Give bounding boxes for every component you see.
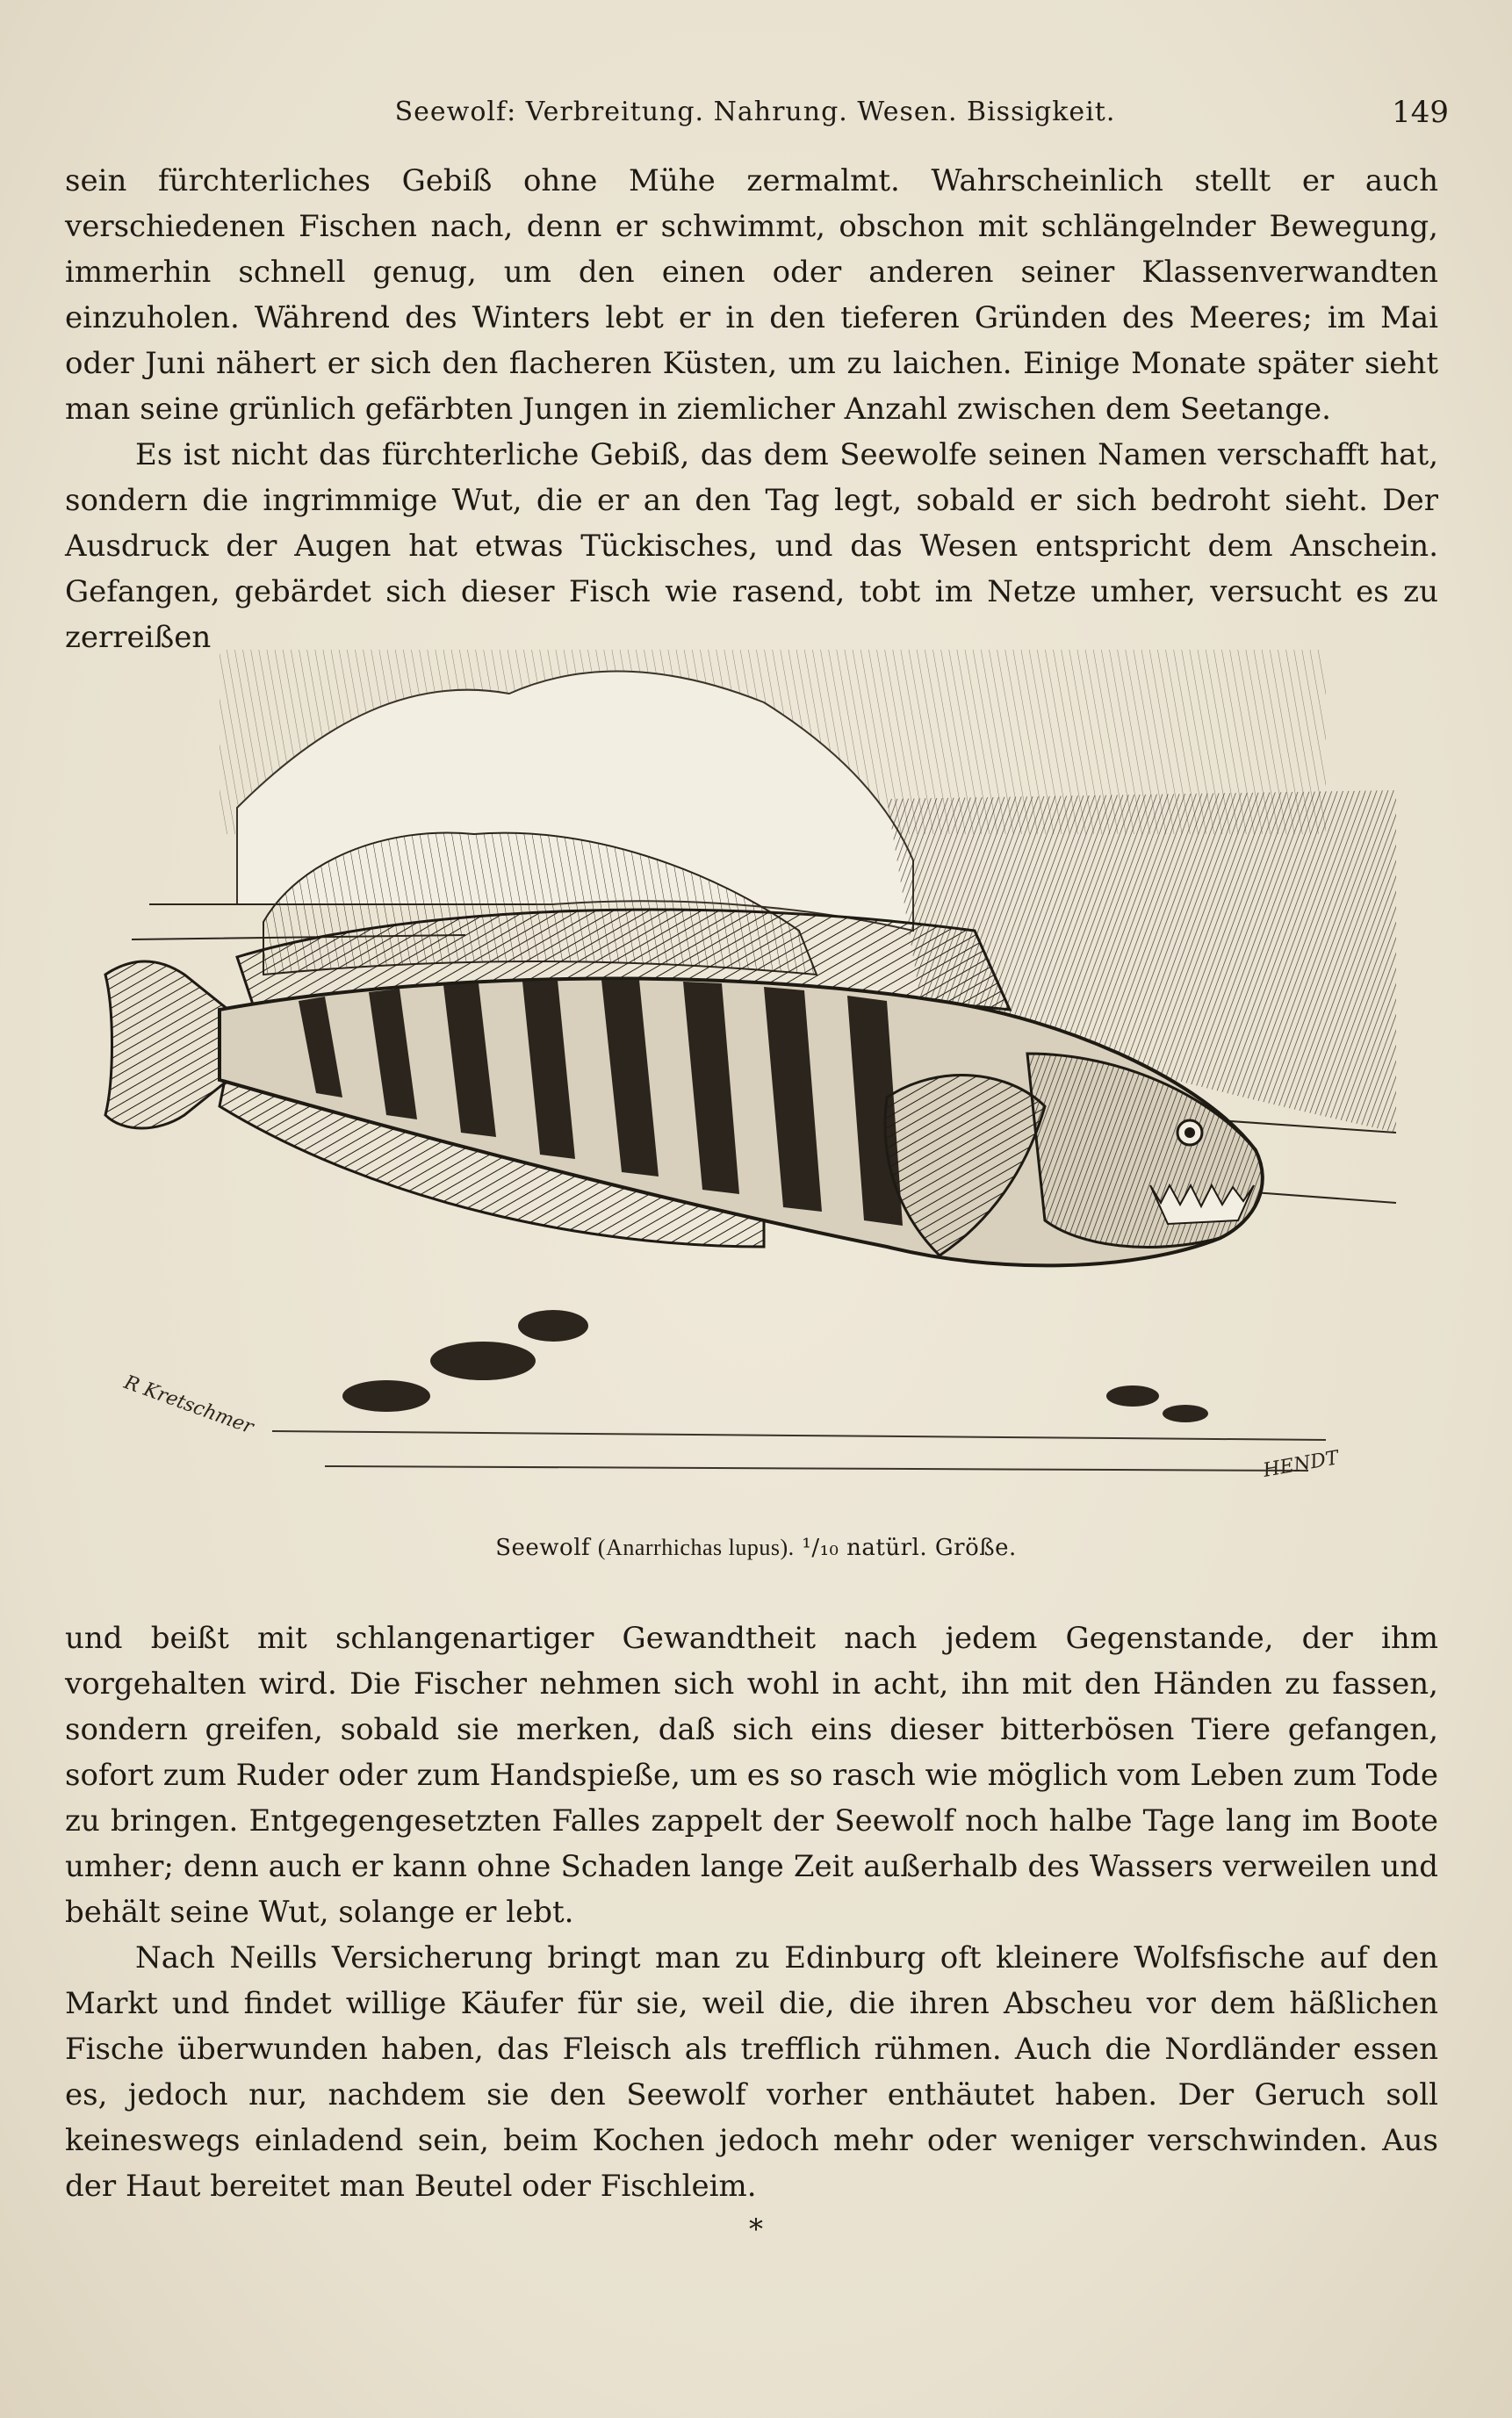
seewolf-illustration	[97, 641, 1414, 1528]
paragraph: Es ist nicht das fürchterliche Gebiß, das dem Seewolfe seinen Namen verschafft hat, sondern die ingrimmige Wut, die er an den Tag legt, sobald er sich bedroht sieht. Der Ausdruck der Augen hat etwas Tückisches, und das Wesen entspricht dem Anschein. Gefangen, gebärdet sich dieser Fisch wie rasend, tobt im Netze umher, versucht es zu zerreißen	[65, 437, 1438, 655]
page-header	[61, 88, 1449, 140]
signature-left: R Kretschmer	[120, 1371, 256, 1439]
engraving	[97, 641, 1414, 1528]
signature-right: HENDT	[1261, 1447, 1341, 1482]
running-head: Seewolf: Verbreitung. Nahrung. Wesen. Bissigkeit.	[394, 97, 1116, 127]
tail-fin	[105, 961, 228, 1128]
caption-latin: (Anarrhichas lupus).	[597, 1535, 795, 1560]
paragraph: Nach Neills Versicherung bringt man zu Edinburg oft kleinere Wolfsfische auf den Markt und findet willige Käufer für sie, weil die, die ihren Abscheu vor dem häßlichen Fische überwunden haben, das Fleisch als trefflich rühmen. Auch die Nordländer essen es, jedoch nur, nachdem sie den Seewolf vorher enthäutet haben. Der Geruch soll keineswegs einladend sein, beim Kochen jedoch mehr oder weniger verschwinden. Aus der Haut bereitet man Beutel oder Fischleim.	[65, 1940, 1438, 2204]
text-block-top	[65, 158, 1438, 660]
seabed	[342, 1310, 1208, 1422]
paragraph: sein fürchterliches Gebiß ohne Mühe zermalmt. Wahrscheinlich stellt er auch verschiedenen Fischen nach, denn er schwimmt, obschon mit schlängelnder Bewegung, immerhin schnell genug, um den einen oder anderen seiner Klassenverwandten einzuholen. Während des Winters lebt er in den tieferen Gründen des Meeres; im Mai oder Juni nähert er sich den flacheren Küsten, um zu laichen. Einige Monate später sieht man seine grünlich gefärbten Jungen in ziemlicher Anzahl zwischen dem Seetange.	[65, 163, 1438, 427]
page-number: 149	[1392, 95, 1449, 130]
caption-name: Seewolf	[495, 1535, 591, 1561]
seabed-lines	[272, 1431, 1326, 1471]
section-asterisk: *	[749, 2213, 763, 2246]
paragraph: und beißt mit schlangenartiger Gewandtheit nach jedem Gegenstande, der ihm vorgehalten wird. Die Fischer nehmen sich wohl in acht, ihn mit den Händen zu fassen, sondern greifen, sobald sie merken, daß sich eins dieser bitterbösen Tiere gefangen, sofort zum Ruder oder zum Handspieße, um es so rasch wie möglich vom Leben zum Tode zu bringen. Entgegengesetzten Falles zappelt der Seewolf noch halbe Tage lang im Boote umher; denn auch er kann ohne Schaden lange Zeit außerhalb des Wassers verweilen und behält seine Wut, solange er lebt.	[65, 1621, 1438, 1930]
text-block-bottom	[65, 1616, 1438, 2209]
caption-scale: ¹/₁₀ natürl. Größe.	[802, 1535, 1017, 1561]
figure-caption	[0, 1535, 1512, 1561]
